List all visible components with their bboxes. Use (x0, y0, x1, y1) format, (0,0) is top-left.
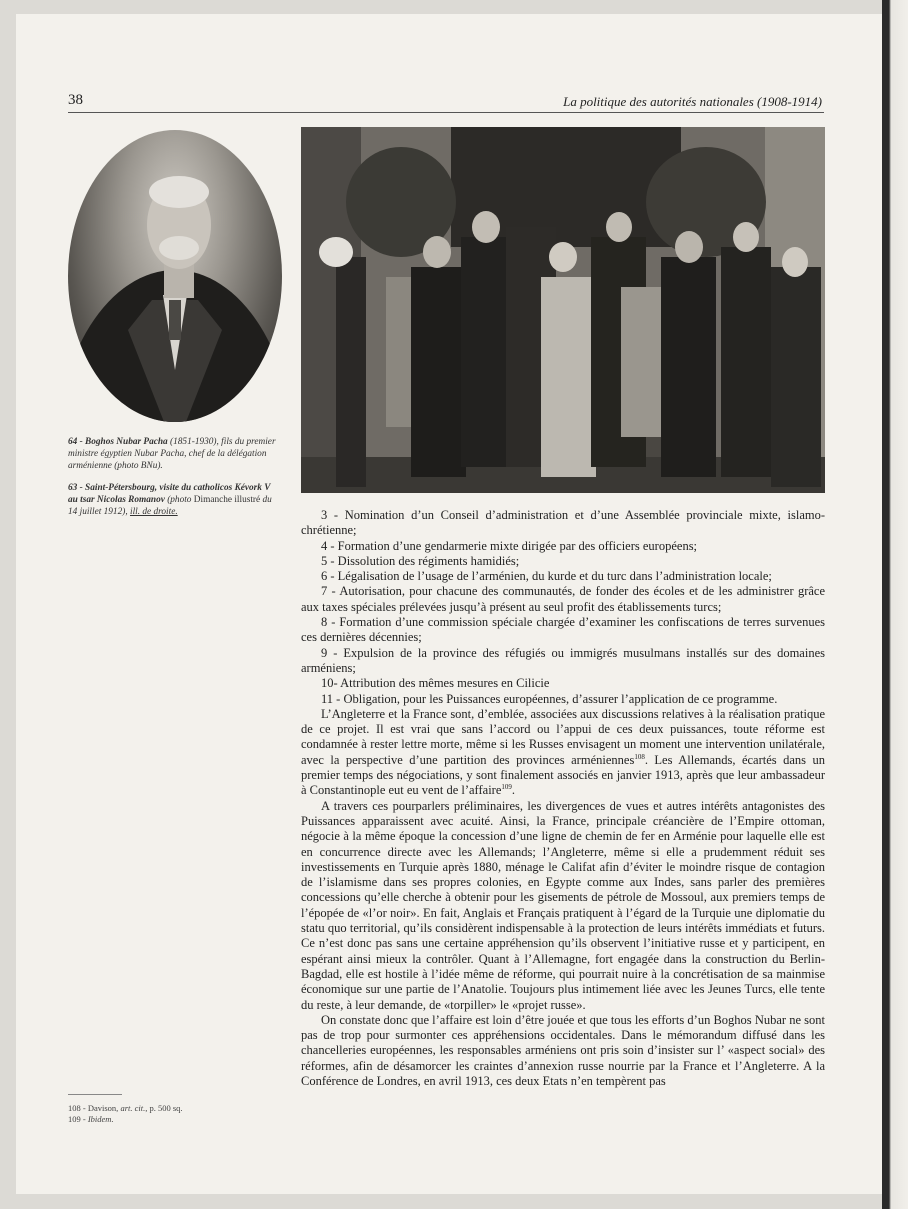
figure-captions (68, 436, 282, 528)
paragraph-powers-c: . (511, 783, 516, 798)
footnote-divider (68, 1094, 122, 1095)
paragraph-conclusion: On constate donc que l’affaire est loin d’être jouée et que tous les efforts d’un Boghos Nubar ne sont pas de trop pour surmonter ces appréhensions occidentales. Dans le mémorandum diffusé dans les chancelleries européennes, les responsables arméniens ont pris soin d’insister sur l’ «aspect social» des réformes, afin de désamorcer les craintes d’annexion russe nourrie par la France et l’Angleterre. A la Conférence de Londres, en avril 1913, ces deux Etats n’en tempèrent pas (301, 1012, 825, 1088)
list-item: 6 - Légalisation de l’usage de l’arménien, du kurde et du turc dans l’administration locale; (321, 569, 772, 584)
caption-64-number: 64 (68, 437, 78, 447)
catholicos-visit-photo (301, 127, 825, 493)
list-item: 7 - Autorisation, pour chacune des communautés, de fonder des écoles et de les administrer grâce aux taxes spéciales prélevées jusqu’à présent au seul profit des établissements turcs; (301, 584, 825, 614)
footnote-108-ref: art. cit. (120, 1103, 146, 1113)
list-item: 11 - Obligation, pour les Puissances européennes, d’assurer l’application de ce programme. (321, 691, 778, 706)
running-title: La politique des autorités nationales (1908-1914) (563, 94, 822, 109)
footnote-109 (68, 1114, 282, 1125)
page-number: 38 (68, 92, 83, 108)
footnote-108 (68, 1103, 282, 1114)
footnotes (68, 1103, 282, 1125)
list-item: 8 - Formation d’une commission spéciale chargée d’examiner les confiscations de terres survenues ces dernières décennies; (301, 615, 825, 645)
portrait-photo (68, 130, 282, 422)
page-header (68, 90, 824, 113)
list-item: 5 - Dissolution des régiments hamidiés; (321, 553, 520, 568)
footnote-109-number: 109 - (68, 1114, 86, 1124)
paragraph-powers-a: L’Angleterre et la France sont, d’emblée, associées aux discussions relatives à la réalisation pratique de ce projet. Il est vrai que sans l’accord ou l’appui de ces deux puissances, toute réforme est condamnée à rester lettre morte, même si les Russes envisagent un moment une intervention unilatérale, avec la perspective d’une partition des provinces arméniennes (301, 706, 825, 767)
paragraph-divergences: A travers ces pourparlers préliminaires, les divergences de vues et autres intérêts antagonistes des Puissances apparaissent avec acuité. Ainsi, la France, principale créancière de l’Empire ottoman, négocie à la même époque la concession d’une ligne de chemin de fer en Arménie pour laquelle elle est en concurrence directe avec les Allemands; l’Angleterre, même si elle a prudemment réduit ses investissements en Turquie après 1880, ménage le Califat afin d’éviter le moindre risque de contagion de l’islamisme dans ses propres colonies, en Egypte comme aux Indes, sans parler des premières concessions qu’elle cherche à obtenir pour les gisements de pétrole de Mossoul, aux premiers temps de l’épopée de «l’or noir». En fait, Anglais et Français pratiquent à l’égard de la Turquie une diplomatie du statu quo territorial, qu’ils considèrent indispensable à la protection de leurs intérêts immédiats et futurs. Ce n’est donc pas sans une certaine appréhension qu’ils observent l’initiative russe et y participent, en espérant ainsi mieux la contrôler. Quant à l’Allemagne, fort engagée dans la construction du Berlin-Bagdad, elle est hostile à l’idée même de réforme, qui pourrait nuire à la concrétisation de sa mainmise économique sur une partie de l’Anatolie. Toujours plus intimement liée avec les Jeunes Turcs, elle tente du reste, à leur demande, de «torpiller» le «projet russe». (301, 798, 825, 1012)
list-item: 10- Attribution des mêmes mesures en Cilicie (321, 676, 550, 691)
caption-63: 63 - Saint-Pétersbourg, visite du catholicos Kévork V au tsar Nicolas Romanov (photo Dimanche illustré du 14 juillet 1912), ill. de droite. (68, 483, 272, 517)
main-text (301, 508, 825, 1089)
footnote-ref-108[interactable]: 108 (634, 752, 645, 761)
caption-63-text-a: (photo (167, 495, 192, 505)
caption-64-name: Boghos Nubar Pacha (85, 437, 168, 447)
paragraph-powers-b: . Les Allemands, écartés dans un premier temps des négociations, y sont finalement associés en janvier 1913, après que leur ambassadeur à Constantinople eut eu vent de l’affaire (301, 752, 825, 798)
caption-63-text-c: du 14 juillet 1912), (68, 495, 272, 517)
caption-63-link[interactable]: ill. de droite. (129, 507, 178, 517)
footnote-108-page: , p. 500 sq. (145, 1103, 183, 1113)
book-spine-edge (882, 0, 908, 1209)
caption-64-text: (1851-1930), fils du premier ministre égyptien Nubar Pacha, chef de la délégation arménienne (photo BNu). (68, 437, 276, 471)
footnote-109-ref: Ibidem. (87, 1114, 114, 1124)
footnote-108-number: 108 - (68, 1103, 86, 1113)
paragraph-powers (301, 707, 825, 799)
caption-63-text-b: Dimanche illustré (193, 495, 261, 505)
caption-63-number: 63 (68, 483, 78, 493)
caption-64: 64 - Boghos Nubar Pacha (1851-1930), fils du premier ministre égyptien Nubar Pacha, chef de la délégation arménienne (photo BNu). (68, 437, 276, 471)
caption-63-title: Saint-Pétersbourg, visite du catholicos Kévork V au tsar Nicolas Romanov (68, 483, 271, 505)
footnote-108-author: Davison, (87, 1103, 119, 1113)
list-item: 3 - Nomination d’un Conseil d’administration et d’une Assemblée provinciale mixte, islamo-chrétienne; (301, 508, 825, 538)
list-item: 9 - Expulsion de la province des réfugiés ou immigrés musulmans installés sur des domaines arméniens; (301, 645, 825, 675)
list-item: 4 - Formation d’une gendarmerie mixte dirigée par des officiers européens; (321, 538, 698, 553)
footnote-ref-109[interactable]: 109 (501, 783, 512, 792)
